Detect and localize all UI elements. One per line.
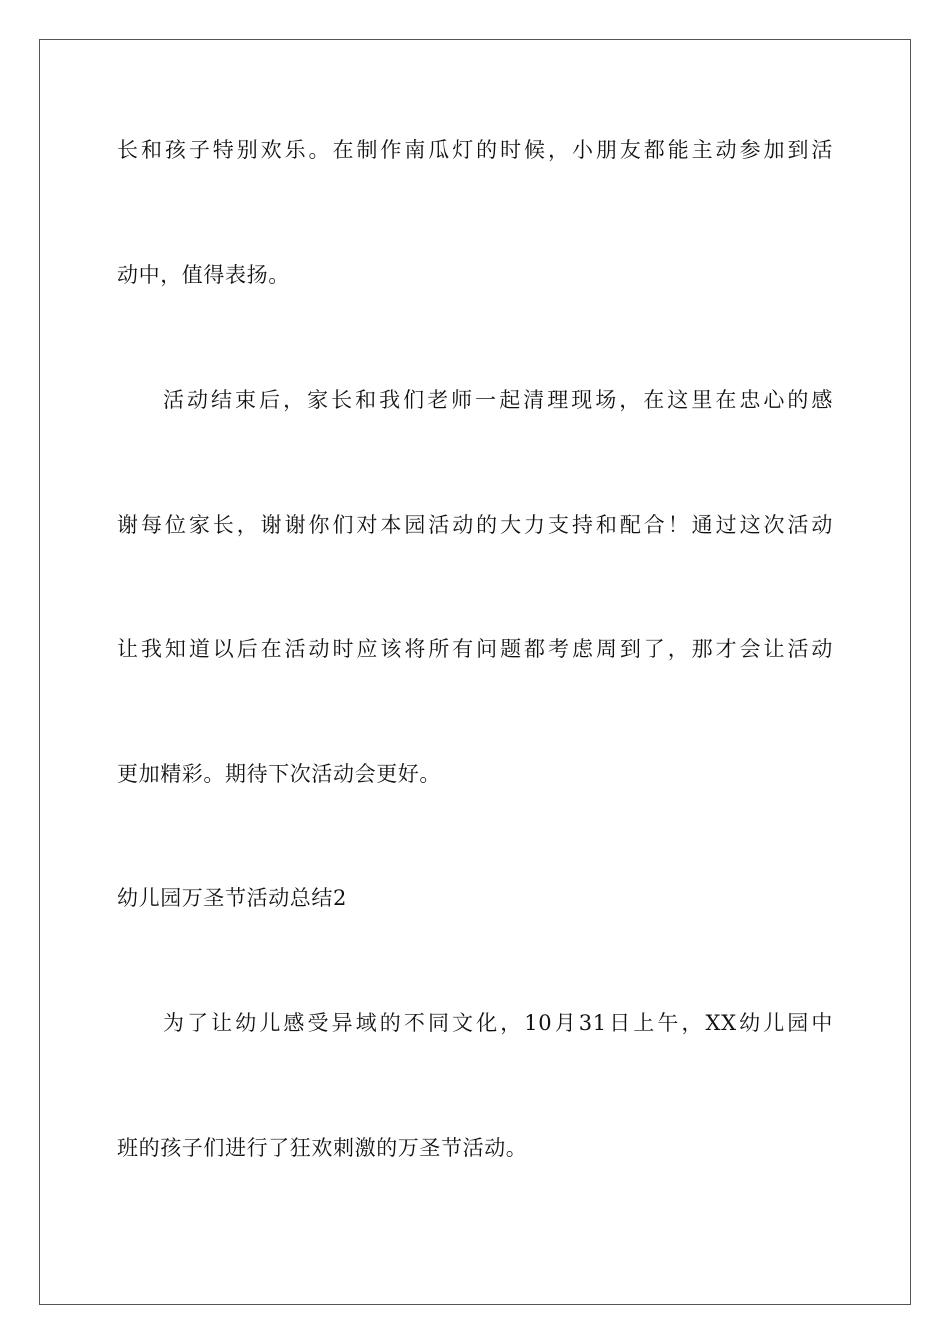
paragraph-line: 让我知道以后在活动时应该将所有问题都考虑周到了，那才会让活动	[117, 637, 833, 661]
page-frame	[39, 39, 911, 1305]
paragraph-line: 动中，值得表扬。	[117, 263, 290, 287]
paragraph-line: 班的孩子们进行了狂欢刺激的万圣节活动。	[117, 1136, 528, 1160]
paragraph-line: 长和孩子特别欢乐。在制作南瓜灯的时候，小朋友都能主动参加到活	[117, 138, 833, 162]
section-heading: 幼儿园万圣节活动总结2	[117, 886, 347, 910]
paragraph-line: 活动结束后，家长和我们老师一起清理现场，在这里在忠心的感	[163, 388, 833, 412]
paragraph-line: 更加精彩。期待下次活动会更好。	[117, 762, 441, 786]
paragraph-line: 为了让幼儿感受异域的不同文化，10月31日上午，XX幼儿园中	[163, 1011, 833, 1035]
paragraph-line: 谢每位家长，谢谢你们对本园活动的大力支持和配合！通过这次活动	[117, 513, 833, 537]
